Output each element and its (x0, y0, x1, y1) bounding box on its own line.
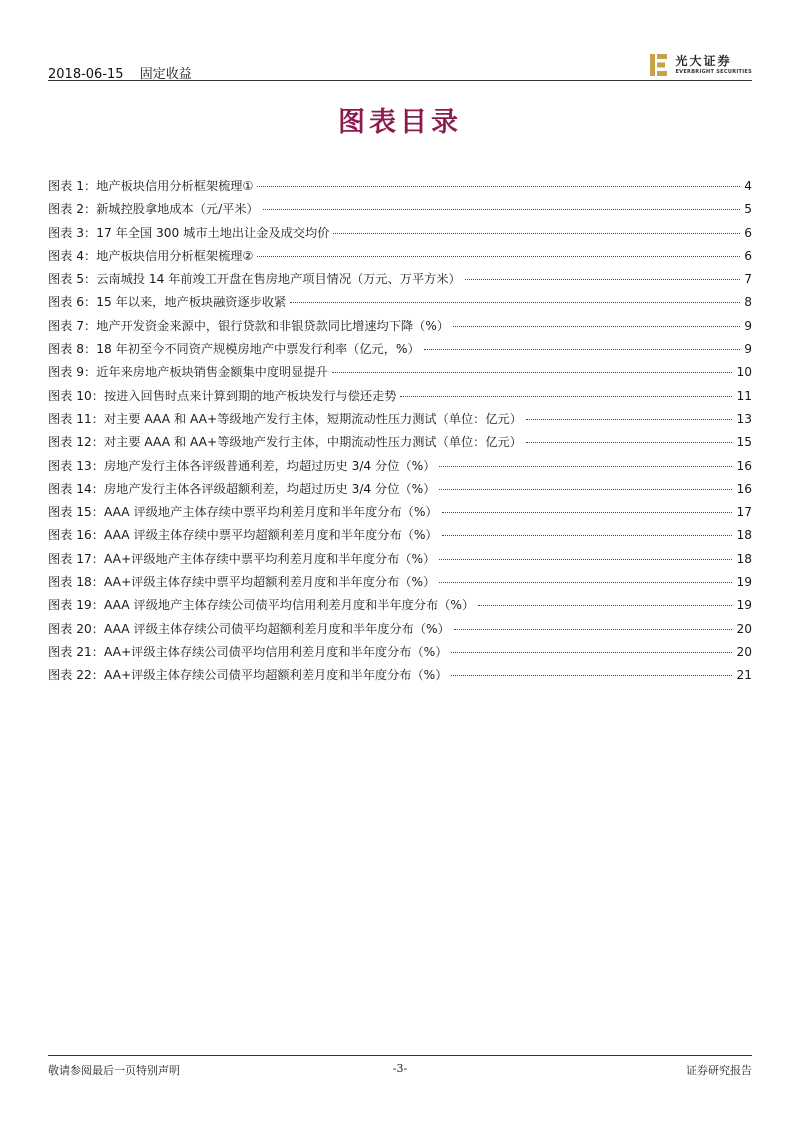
toc-entry-label: 图表 6：15 年以来，地产板块融资逐步收紧 (48, 295, 287, 310)
footer-disclaimer: 敬请参阅最后一页特别声明 (48, 1064, 180, 1077)
toc-entry[interactable] (48, 387, 752, 410)
toc-entry-page: 17 (736, 505, 752, 520)
toc-entry[interactable] (48, 666, 752, 689)
toc-entry-page: 6 (744, 225, 752, 240)
toc-leader-dots (424, 349, 741, 350)
toc-entry-label: 图表 19：AAA 评级地产主体存续公司债平均信用利差月度和半年度分布（%） (48, 598, 475, 613)
toc-leader-dots (332, 372, 733, 373)
toc-entry[interactable] (48, 503, 752, 526)
toc-leader-dots (442, 512, 733, 513)
toc-leader-dots (439, 489, 732, 490)
toc-leader-dots (526, 442, 733, 443)
toc-entry-page: 18 (736, 528, 752, 543)
toc-entry-page: 19 (736, 575, 752, 590)
toc-entry[interactable] (48, 457, 752, 480)
toc-entry[interactable] (48, 573, 752, 596)
toc-leader-dots (478, 605, 732, 606)
header-rule (48, 80, 752, 81)
toc-entry[interactable] (48, 317, 752, 340)
toc-leader-dots (454, 629, 733, 630)
toc-leader-dots (333, 233, 740, 234)
footer-doc-type: 证券研究报告 (686, 1064, 752, 1077)
logo-name-en: EVERBRIGHT SECURITIES (675, 69, 752, 75)
toc-entry-label: 图表 8：18 年初至今不同资产规模房地产中票发行利率（亿元，%） (48, 342, 420, 357)
toc-entry[interactable] (48, 200, 752, 223)
toc-entry[interactable] (48, 247, 752, 270)
logo-name-cn: 光大证券 (675, 54, 732, 68)
toc-entry-label: 图表 11：对主要 AAA 和 AA+等级地产发行主体，短期流动性压力测试（单位：亿元） (48, 411, 522, 426)
page-header (48, 50, 752, 80)
toc-entry-label: 图表 10：按进入回售时点来计算到期的地产板块发行与偿还走势 (48, 388, 397, 403)
toc-leader-dots (257, 186, 740, 187)
toc-entry-page: 21 (736, 668, 752, 683)
toc-entry-page: 19 (736, 598, 752, 613)
toc-leader-dots (451, 652, 732, 653)
toc-entry[interactable] (48, 620, 752, 643)
toc-entry[interactable] (48, 480, 752, 503)
toc-entry[interactable] (48, 526, 752, 549)
toc-entry-page: 11 (736, 388, 752, 403)
toc-entry-page: 4 (744, 179, 752, 193)
toc-leader-dots (257, 256, 740, 257)
toc-entry-label: 图表 5：云南城投 14 年前竣工开盘在售房地产项目情况（万元、万平方米） (48, 272, 461, 287)
toc-entry[interactable] (48, 410, 752, 433)
toc-entry-label: 图表 17：AA+评级地产主体存续中票平均利差月度和半年度分布（%） (48, 551, 436, 566)
figure-list (48, 177, 752, 690)
toc-leader-dots (400, 396, 732, 397)
toc-entry-label: 图表 2：新城控股拿地成本（元/平米） (48, 202, 259, 217)
toc-entry[interactable] (48, 643, 752, 666)
toc-entry-label: 图表 7：地产开发资金来源中，银行贷款和非银贷款同比增速均下降（%） (48, 318, 450, 333)
toc-entry-page: 20 (736, 644, 752, 659)
toc-leader-dots (263, 209, 741, 210)
toc-entry-page: 20 (736, 621, 752, 636)
toc-entry-label: 图表 20：AAA 评级主体存续公司债平均超额利差月度和半年度分布（%） (48, 621, 450, 636)
toc-entry-label: 图表 9：近年来房地产板块销售金额集中度明显提升 (48, 365, 328, 380)
toc-entry[interactable] (48, 363, 752, 386)
everbright-logo (649, 52, 752, 78)
toc-entry-label: 图表 14：房地产发行主体各评级超额利差，均超过历史 3/4 分位（%） (48, 481, 436, 496)
toc-entry[interactable] (48, 340, 752, 363)
toc-entry-page: 9 (744, 318, 752, 333)
toc-entry[interactable] (48, 177, 752, 200)
page-number: -3- (392, 1062, 408, 1075)
toc-leader-dots (290, 302, 740, 303)
toc-entry-page: 5 (744, 202, 752, 217)
toc-entry-page: 16 (736, 481, 752, 496)
toc-leader-dots (526, 419, 733, 420)
toc-entry[interactable] (48, 433, 752, 456)
footer-rule (48, 1055, 752, 1056)
toc-entry-page: 6 (744, 248, 752, 263)
toc-entry-label: 图表 21：AA+评级主体存续公司债平均信用利差月度和半年度分布（%） (48, 644, 448, 659)
toc-entry-label: 图表 1：地产板块信用分析框架梳理① (48, 179, 254, 193)
toc-entry-page: 7 (744, 272, 752, 287)
toc-entry-page: 18 (736, 551, 752, 566)
toc-entry-label: 图表 22：AA+评级主体存续公司债平均超额利差月度和半年度分布（%） (48, 668, 448, 683)
toc-entry-page: 10 (736, 365, 752, 380)
toc-leader-dots (442, 535, 733, 536)
toc-entry-label: 图表 13：房地产发行主体各评级普通利差，均超过历史 3/4 分位（%） (48, 458, 436, 473)
toc-entry-page: 13 (736, 411, 752, 426)
page-footer (48, 1062, 752, 1078)
toc-leader-dots (439, 582, 732, 583)
toc-leader-dots (465, 279, 741, 280)
toc-leader-dots (451, 675, 732, 676)
toc-entry[interactable] (48, 270, 752, 293)
toc-leader-dots (439, 466, 732, 467)
toc-entry-label: 图表 16：AAA 评级主体存续中票平均超额利差月度和半年度分布（%） (48, 528, 438, 543)
everbright-logo-icon (649, 53, 669, 77)
toc-leader-dots (453, 326, 740, 327)
report-date: 2018-06-15 (48, 67, 124, 82)
toc-entry-label: 图表 4：地产板块信用分析框架梳理② (48, 248, 254, 263)
toc-entry-page: 9 (744, 342, 752, 357)
toc-entry-label: 图表 12：对主要 AAA 和 AA+等级地产发行主体，中期流动性压力测试（单位：亿元） (48, 435, 522, 450)
toc-entry-label: 图表 18：AA+评级主体存续中票平均超额利差月度和半年度分布（%） (48, 575, 436, 590)
page-title: 图表目录 (338, 107, 462, 138)
toc-entry[interactable] (48, 596, 752, 619)
toc-entry-label: 图表 3：17 年全国 300 城市土地出让金及成交均价 (48, 225, 330, 240)
toc-entry-page: 15 (736, 435, 752, 450)
toc-entry-page: 8 (744, 295, 752, 310)
toc-leader-dots (439, 559, 732, 560)
toc-entry[interactable] (48, 550, 752, 573)
toc-entry[interactable] (48, 224, 752, 247)
toc-entry-page: 16 (736, 458, 752, 473)
report-section: 固定收益 (139, 67, 192, 82)
toc-entry-label: 图表 15：AAA 评级地产主体存续中票平均利差月度和半年度分布（%） (48, 505, 438, 520)
toc-entry[interactable] (48, 293, 752, 316)
